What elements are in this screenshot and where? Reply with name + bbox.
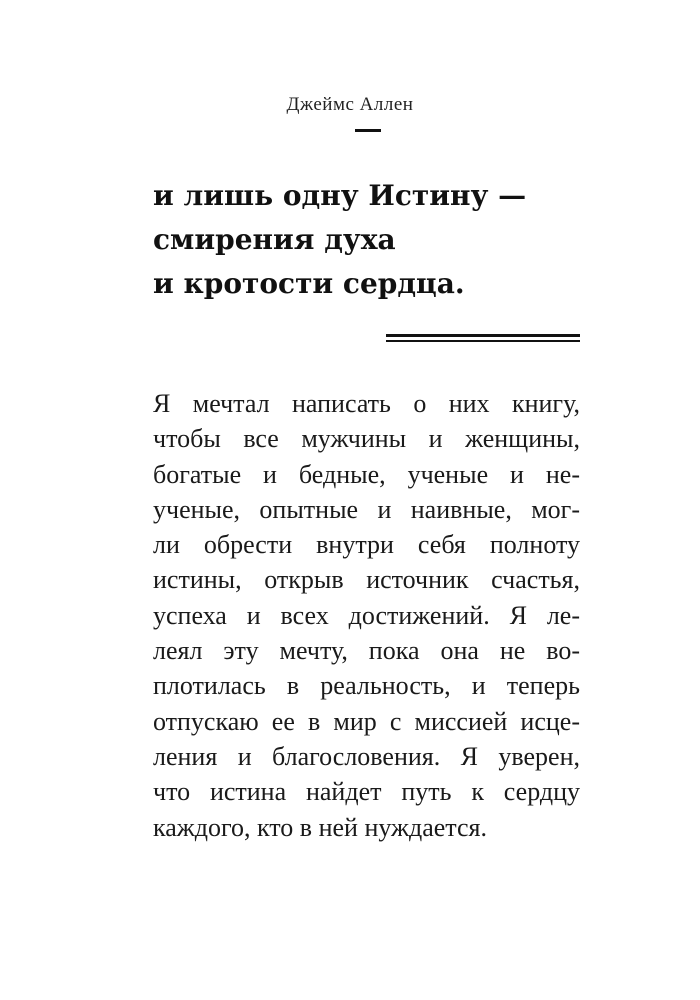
paragraph-line: каждого, кто в ней нуждается. <box>153 812 487 842</box>
paragraph-line: леял эту мечту, пока она не во- <box>153 636 580 666</box>
paragraph-line: плотилась в реальность, и теперь <box>153 671 580 701</box>
paragraph-line: ления и благословения. Я уверен, <box>153 741 580 771</box>
pull-quote <box>153 174 593 306</box>
divider-thin-line <box>386 340 580 342</box>
paragraph-line: ученые, опытные и наивные, мог- <box>153 494 580 524</box>
divider-thick-line <box>386 334 580 337</box>
paragraph-line: отпускаю ее в мир с миссией исце- <box>153 706 580 736</box>
paragraph-line: чтобы все мужчины и женщины, <box>153 424 580 454</box>
double-rule-divider <box>386 334 580 342</box>
paragraph-line: что истина найдет путь к сердцу <box>153 777 580 807</box>
paragraph-line: Я мечтал написать о них книгу, <box>153 389 580 418</box>
paragraph-line: богатые и бедные, ученые и не- <box>153 459 580 489</box>
pull-quote-line: смирения духа <box>153 223 396 256</box>
running-header-author: Джеймс Аллен <box>286 94 414 115</box>
paragraph-line: успеха и всех достижений. Я ле- <box>153 600 580 630</box>
header-dash-ornament <box>355 129 381 132</box>
paragraph-line: ли обрести внутри себя полноту <box>153 530 580 560</box>
pull-quote-line: и кротости сердца. <box>153 267 465 300</box>
pull-quote-line: и лишь одну Истину — <box>153 179 527 212</box>
paragraph-line: истины, открыв источник счастья, <box>153 565 580 595</box>
body-paragraph <box>153 386 580 845</box>
